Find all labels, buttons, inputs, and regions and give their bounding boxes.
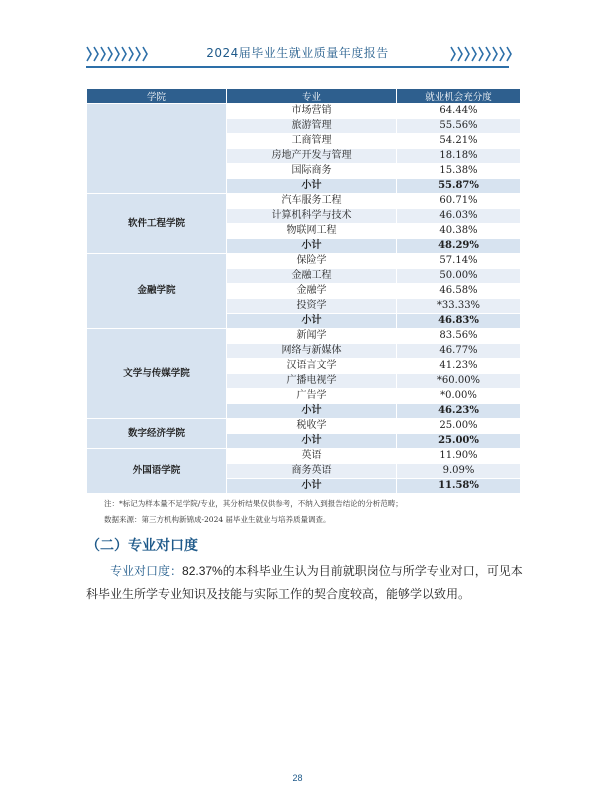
major-cell: 小计 xyxy=(227,479,397,494)
rate-cell: 25.00% xyxy=(397,419,521,434)
major-cell: 物联网工程 xyxy=(227,224,397,239)
major-cell: 小计 xyxy=(227,404,397,419)
major-cell: 工商管理 xyxy=(227,134,397,149)
college-cell xyxy=(87,104,227,194)
chevron-icon xyxy=(464,46,471,62)
major-cell: 投资学 xyxy=(227,299,397,314)
college-cell: 文学与传媒学院 xyxy=(87,329,227,419)
decorative-chevrons-right xyxy=(450,46,513,62)
college-cell: 外国语学院 xyxy=(87,449,227,494)
table-row xyxy=(87,104,521,119)
table-row xyxy=(87,254,521,269)
rate-cell: 15.38% xyxy=(397,164,521,179)
column-header-major: 专业 xyxy=(227,89,397,104)
table-header-row xyxy=(87,89,521,104)
rate-cell: 55.56% xyxy=(397,119,521,134)
rate-cell: 48.29% xyxy=(397,239,521,254)
college-cell: 软件工程学院 xyxy=(87,194,227,254)
table-note: 注：*标记为样本量不足学院/专业，其分析结果仅供参考，不纳入到报告结论的分析范畴； xyxy=(104,499,403,508)
major-cell: 英语 xyxy=(227,449,397,464)
major-cell: 广告学 xyxy=(227,389,397,404)
rate-cell: 46.58% xyxy=(397,284,521,299)
rate-cell: 54.21% xyxy=(397,134,521,149)
table-row xyxy=(87,419,521,434)
rate-cell: 50.00% xyxy=(397,269,521,284)
major-cell: 小计 xyxy=(227,239,397,254)
paragraph-label: 专业对口度： xyxy=(110,564,183,578)
table-row xyxy=(87,329,521,344)
major-cell: 小计 xyxy=(227,179,397,194)
rate-cell: 64.44% xyxy=(397,104,521,119)
chevron-icon xyxy=(485,46,492,62)
page-header xyxy=(0,38,595,78)
rate-cell: 46.83% xyxy=(397,314,521,329)
rate-cell: 41.23% xyxy=(397,359,521,374)
rate-cell: 40.38% xyxy=(397,224,521,239)
chevron-icon xyxy=(478,46,485,62)
page-number: 28 xyxy=(292,773,303,783)
major-cell: 小计 xyxy=(227,314,397,329)
chevron-icon xyxy=(499,46,506,62)
section-heading: （二）专业对口度 xyxy=(86,538,198,554)
chevron-icon xyxy=(506,46,513,62)
data-source-note: 数据来源：第三方机构新锦成-2024 届毕业生就业与培养质量调查。 xyxy=(104,515,331,524)
rate-cell: *33.33% xyxy=(397,299,521,314)
major-cell: 计算机科学与技术 xyxy=(227,209,397,224)
rate-cell: 55.87% xyxy=(397,179,521,194)
major-cell: 广播电视学 xyxy=(227,374,397,389)
header-divider xyxy=(86,66,509,68)
major-cell: 网络与新媒体 xyxy=(227,344,397,359)
major-cell: 金融学 xyxy=(227,284,397,299)
college-cell: 数字经济学院 xyxy=(87,419,227,449)
major-cell: 汽车服务工程 xyxy=(227,194,397,209)
column-header-rate: 就业机会充分度 xyxy=(397,89,521,104)
column-header-college: 学院 xyxy=(87,89,227,104)
major-cell: 新闻学 xyxy=(227,329,397,344)
paragraph-value: 82.37% xyxy=(182,564,223,578)
table-row xyxy=(87,449,521,464)
chevron-icon xyxy=(457,46,464,62)
college-cell: 金融学院 xyxy=(87,254,227,329)
major-cell: 汉语言文学 xyxy=(227,359,397,374)
chevron-icon xyxy=(492,46,499,62)
rate-cell: 25.00% xyxy=(397,434,521,449)
rate-cell: 57.14% xyxy=(397,254,521,269)
rate-cell: 46.77% xyxy=(397,344,521,359)
section-paragraph xyxy=(86,560,526,606)
major-cell: 金融工程 xyxy=(227,269,397,284)
major-cell: 国际商务 xyxy=(227,164,397,179)
rate-cell: 9.09% xyxy=(397,464,521,479)
rate-cell: 11.90% xyxy=(397,449,521,464)
rate-cell: 83.56% xyxy=(397,329,521,344)
major-cell: 保险学 xyxy=(227,254,397,269)
major-cell: 旅游管理 xyxy=(227,119,397,134)
rate-cell: 60.71% xyxy=(397,194,521,209)
paragraph-text: 的本科毕业生认为目前就职岗位与所学专业对口，可见本科毕业生所学专业知识及技能与实际工作的契合度较高，能够学以致用。 xyxy=(86,564,523,601)
chevron-icon xyxy=(450,46,457,62)
rate-cell: 46.03% xyxy=(397,209,521,224)
major-cell: 市场营销 xyxy=(227,104,397,119)
rate-cell: 11.58% xyxy=(397,479,521,494)
major-cell: 税收学 xyxy=(227,419,397,434)
rate-cell: 46.23% xyxy=(397,404,521,419)
rate-cell: *60.00% xyxy=(397,374,521,389)
report-title: 2024届毕业生就业质量年度报告 xyxy=(206,46,389,60)
table-row xyxy=(87,194,521,209)
employment-opportunity-table xyxy=(86,88,521,494)
table-body xyxy=(87,104,521,494)
major-cell: 房地产开发与管理 xyxy=(227,149,397,164)
chevron-icon xyxy=(471,46,478,62)
major-cell: 商务英语 xyxy=(227,464,397,479)
rate-cell: *0.00% xyxy=(397,389,521,404)
rate-cell: 18.18% xyxy=(397,149,521,164)
major-cell: 小计 xyxy=(227,434,397,449)
